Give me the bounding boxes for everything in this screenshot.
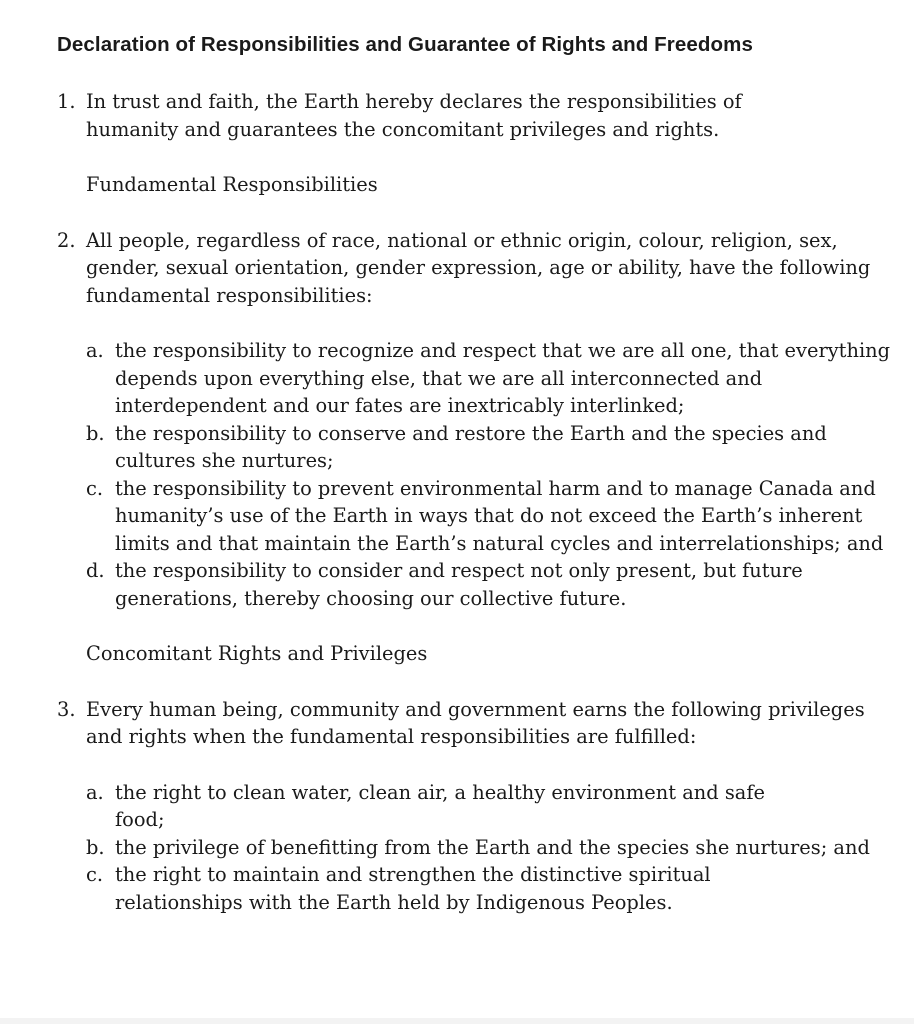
item-text: In trust and faith, the Earth hereby declares the responsibilities of humanity and guarantees the concomitant privileges and rights. [86,90,742,141]
document-title: Declaration of Responsibilities and Guarantee of Rights and Freedoms [57,33,753,56]
sub-item-text: the responsibility to prevent environmental harm and to manage Canada and humanity’s use of the Earth in ways that do not exceed the Earth’s inherent limits and that maintain the Earth’s natural cycles and interrelationships; and [115,476,884,555]
sub-item-letter: c. [86,476,104,500]
item-number: 1. [57,90,76,113]
section-heading-fundamental: Fundamental Responsibilities [86,173,378,196]
sub-item-letter: d. [86,559,105,582]
item-number: 3. [57,697,76,721]
item-text: Every human being, community and government earns the following privileges and rights when the fundamental responsibilities are fulfilled: [86,697,865,748]
sub-item-text: the responsibility to consider and respect not only present, but future generations, thereby choosing our collective future. [115,559,803,610]
sub-item-text: the right to maintain and strengthen the distinctive spiritual relationships with the Earth held by Indigenous Peoples. [115,863,711,914]
sub-item-2d [57,557,895,612]
sub-item-letter: a. [86,780,104,804]
sub-item-letter: a. [86,339,104,362]
sub-item-3c [57,861,805,916]
list-item-1 [57,88,786,143]
document [57,32,891,916]
item-number: 2. [57,228,76,252]
sub-item-3b [57,834,914,862]
sub-item-letter: b. [86,421,105,445]
sub-item-text: the responsibility to recognize and respect that we are all one, that everything depends upon everything else, that we are all interconnected and interdependent and our fates are inextricably interlinked; [115,339,891,417]
sub-item-3a [57,779,815,834]
sub-item-2a [57,337,914,420]
sub-item-2c [57,475,914,558]
list-item-2 [57,227,876,310]
list-item-3 [57,696,891,751]
sub-item-text: the right to clean water, clean air, a healthy environment and safe food; [115,780,765,831]
sub-item-letter: b. [86,835,105,859]
sub-item-text: the responsibility to conserve and restore the Earth and the species and cultures she nurtures; [115,421,827,472]
document-body [57,88,891,916]
section-heading-concomitant: Concomitant Rights and Privileges [86,642,428,665]
bottom-edge [0,1018,914,1024]
sub-item-letter: c. [86,863,104,886]
sub-item-2b [57,420,875,475]
sub-item-text: the privilege of benefitting from the Earth and the species she nurtures; and [115,835,870,859]
item-text: All people, regardless of race, national or ethnic origin, colour, religion, sex, gender, sexual orientation, gender expression, age or ability, have the following fundamental responsibilities: [86,228,871,307]
